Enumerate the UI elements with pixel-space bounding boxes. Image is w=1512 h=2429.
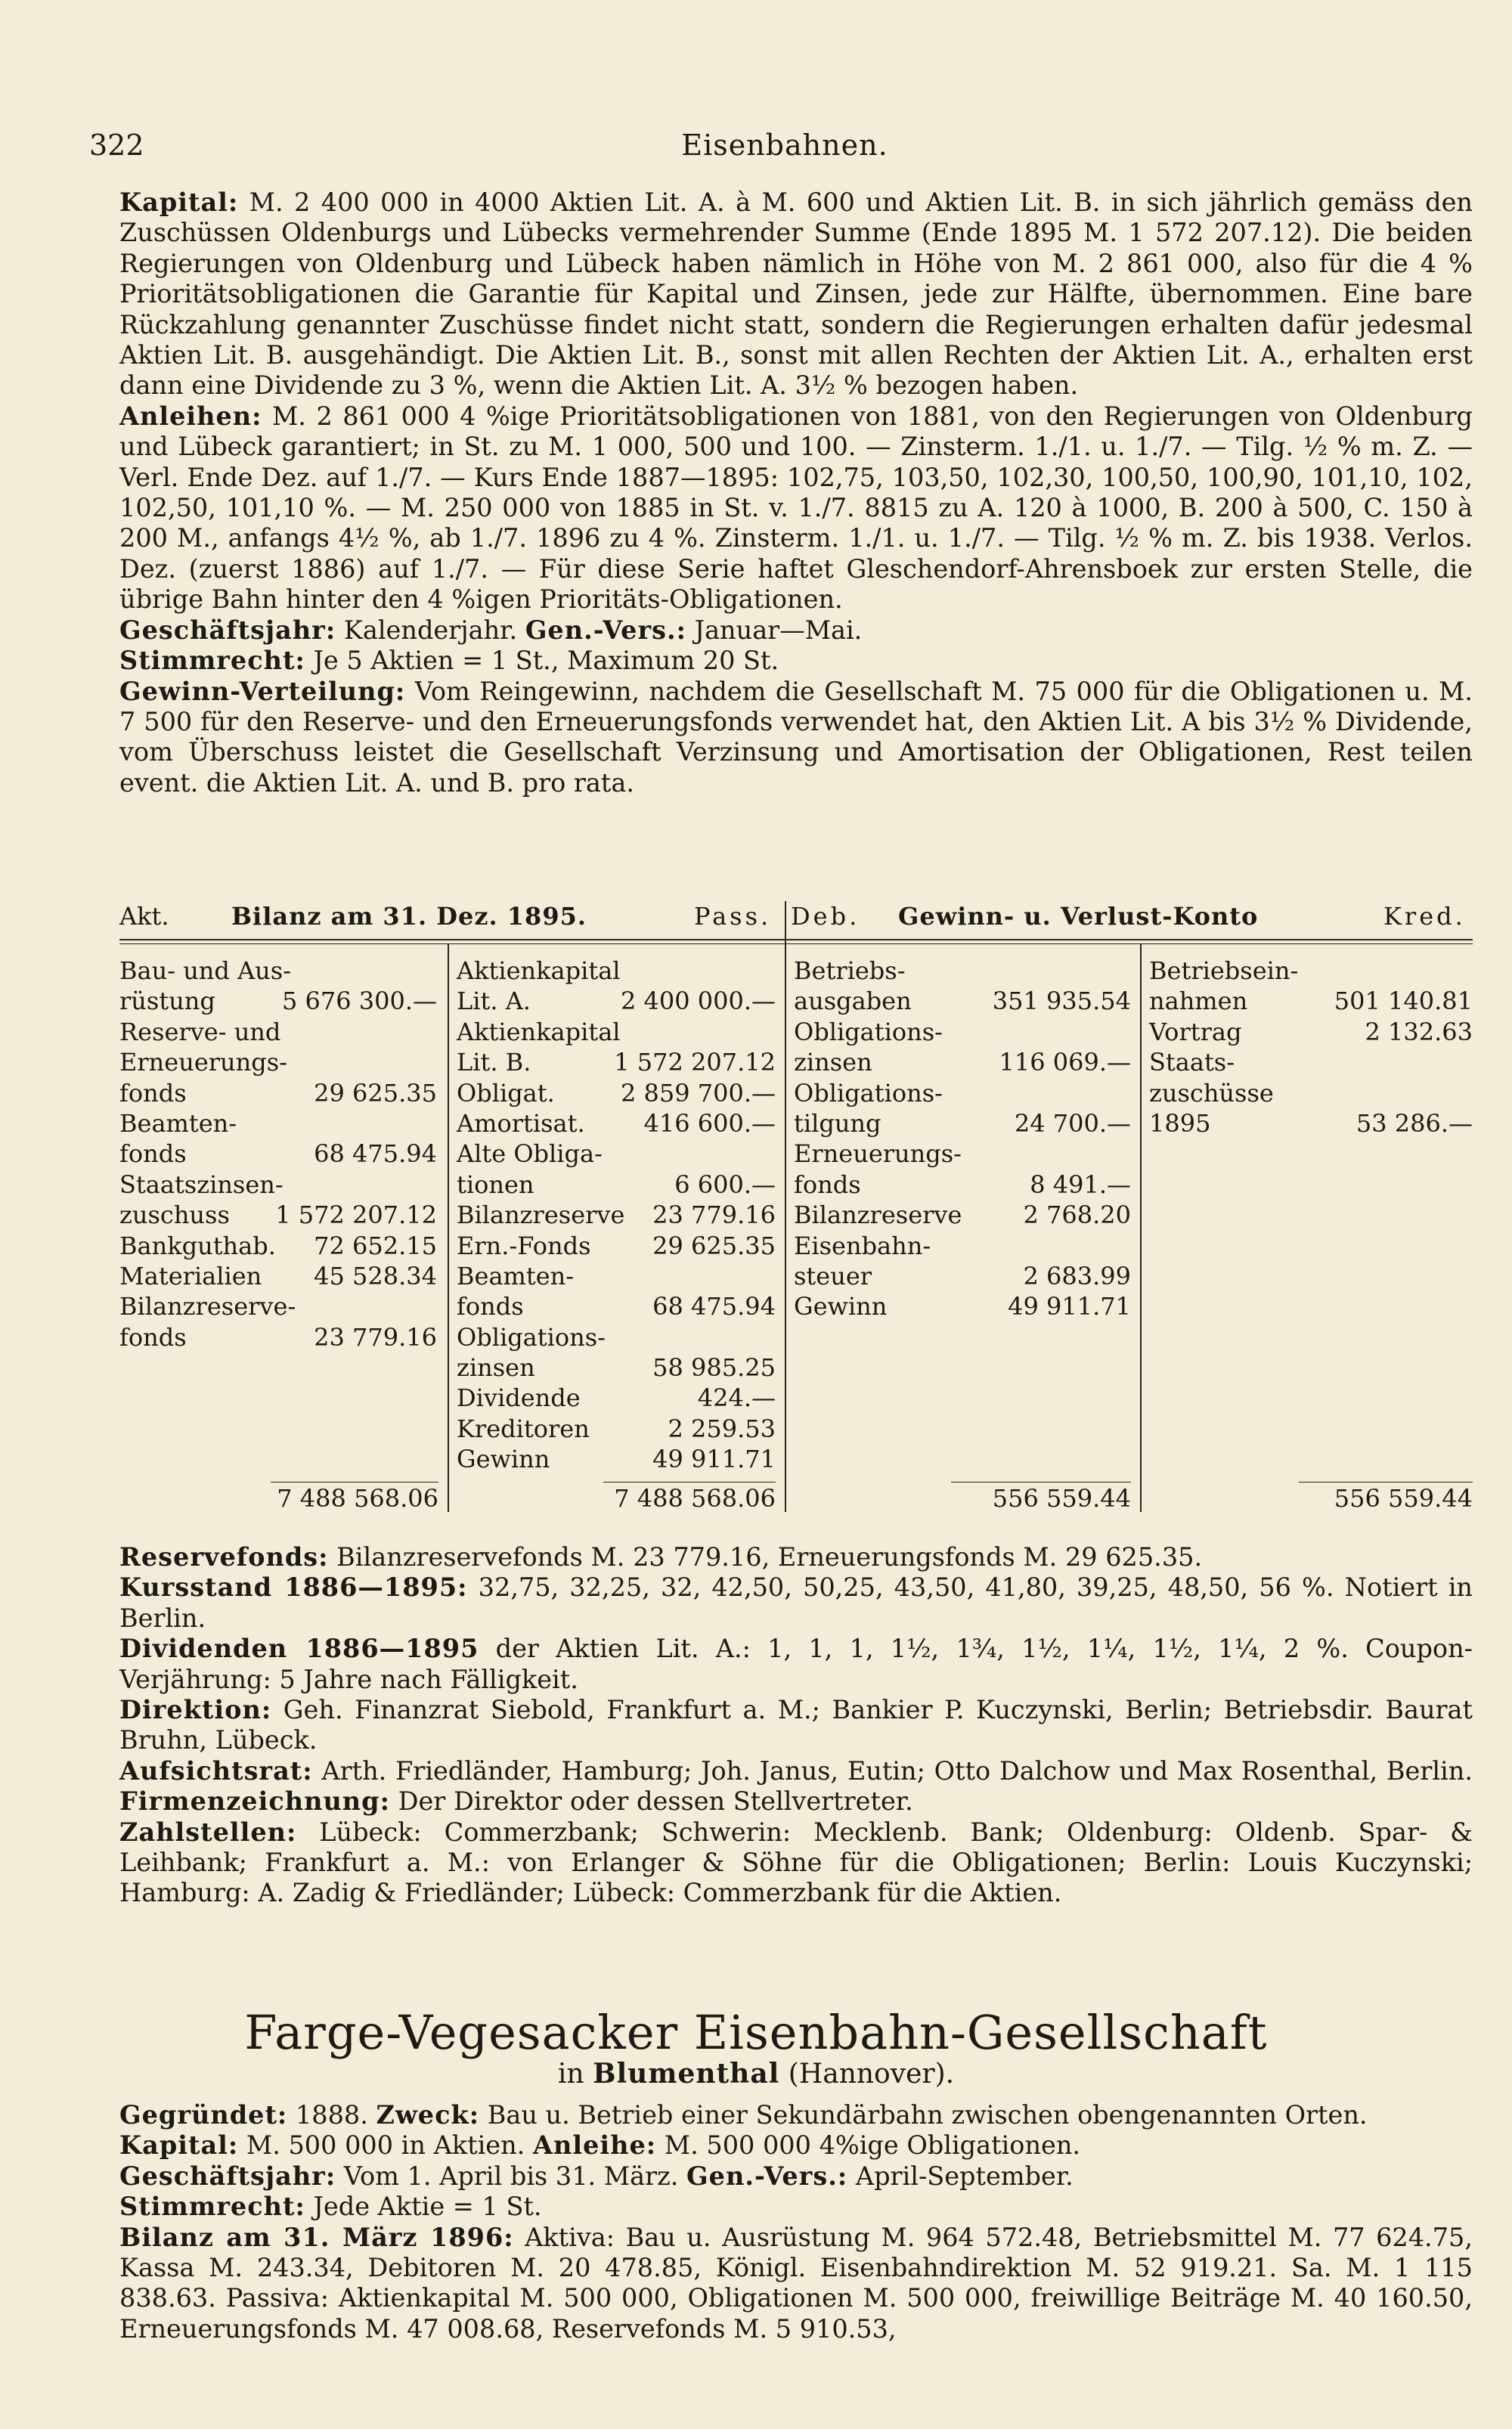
balance-item-label: Vortrag [1149, 1017, 1242, 1046]
balance-item-value: 68 475.94 [314, 1139, 437, 1169]
balance-item-label: Gewinn [457, 1445, 550, 1474]
balance-item-label: Bau- und Aus- [119, 956, 292, 985]
balance-row [457, 1231, 776, 1261]
kapital-paragraph: Kapital: M. 2 400 000 in 4000 Aktien Lit. A. à M. 600 und Aktien Lit. B. in sich jährlich gemäss den Zuschüssen Oldenburgs und Lübecks vermehrender Summe (Ende 1895 M. 1 572 207.12). Die beiden Regierungen von Oldenburg und Lübeck haben nämlich in Höhe von M. 2 861 000, also für die 4 % Prioritätsobligationen die Garantie für Kapital und Zinsen, jede zur Hälfte, übernommen. Eine bare Rückzahlung genannter Zuschüsse findet nicht statt, sondern die Regierungen erhalten dafür jedesmal Aktien Lit. B. ausgehändigt. Die Aktien Lit. B., sonst mit allen Rechten der Aktien Lit. A., erhalten erst dann eine Dividende zu 3 %, wenn die Aktien Lit. A. 3½ % bezogen haben. [119, 187, 1473, 401]
balance-item-value: 116 069.— [999, 1048, 1131, 1077]
balance-row [457, 1414, 776, 1444]
text-block-1 [119, 187, 1473, 798]
deb-label: Deb. [791, 902, 860, 931]
balance-item-label: Betriebs- [794, 956, 906, 985]
direktion-paragraph: Direktion: Geh. Finanzrat Siebold, Frankfurt a. M.; Bankier P. Kuczynski, Berlin; Betriebsdir. Baurat Bruhn, Lübeck. [119, 1695, 1473, 1755]
balance-row [119, 1231, 437, 1261]
balance-item-value: 501 140.81 [1334, 987, 1473, 1016]
stimmrecht2-paragraph: Stimmrecht: Jede Aktie = 1 St. [119, 2192, 542, 2222]
balance-item-value: 5 676 300.— [281, 987, 437, 1016]
balance-row [457, 1170, 776, 1200]
balance-row [794, 1078, 1131, 1108]
balance-row [457, 1200, 776, 1230]
balance-row [794, 1047, 1131, 1077]
balance-item-value: 1 572 207.12 [275, 1201, 437, 1230]
balance-item-label: fonds [794, 1170, 861, 1199]
balance-item-label: Erneuerungs- [119, 1048, 287, 1077]
kursstand-paragraph: Kursstand 1886—1895: 32,75, 32,25, 32, 42,50, 50,25, 43,50, 41,80, 39,25, 48,50, 56 %. Notiert in Berlin. [119, 1572, 1473, 1633]
balance-item-label: Eisenbahn- [794, 1231, 931, 1260]
balance-title: Bilanz am 31. Dez. 1895. [231, 902, 587, 931]
gv-title: Gewinn- u. Verlust-Konto [898, 902, 1259, 931]
balance-item-label: steuer [794, 1261, 872, 1290]
balance-item-label: Aktienkapital [457, 1017, 621, 1046]
balance-item-value: 2 768.20 [1023, 1201, 1131, 1230]
balance-row [457, 1261, 776, 1291]
balance-row [1149, 1047, 1473, 1077]
balance-row [457, 1139, 776, 1169]
balance-item-value: 2 683.99 [1023, 1261, 1131, 1290]
balance-item-label: Materialien [119, 1261, 262, 1290]
balance-item-label: Dividende [457, 1383, 581, 1413]
balance-item-value: 416 600.— [643, 1108, 776, 1138]
running-title: Eisenbahnen. [681, 129, 888, 162]
balance-item-label: Bilanzreserve- [119, 1292, 296, 1321]
gegruendet-paragraph: Gegründet: 1888. Zweck: Bau u. Betrieb einer Sekundärbahn zwischen obengenannten Orten. [119, 2100, 1368, 2130]
kred-label: Kred. [1383, 902, 1466, 931]
balance-item-value: 351 935.54 [992, 987, 1131, 1016]
balance-item-label: tilgung [794, 1108, 881, 1138]
balance-item-label: ausgaben [794, 987, 912, 1016]
balance-row [1149, 1078, 1473, 1108]
balance-item-value: 2 132.63 [1365, 1017, 1473, 1046]
balance-item-label: Reserve- und [119, 1017, 281, 1046]
balance-row [457, 1383, 776, 1413]
balance-item-value: 49 911.71 [1008, 1292, 1131, 1321]
balance-row [1149, 1017, 1473, 1047]
balance-item-value: 45 528.34 [314, 1261, 437, 1290]
total-aktiva: 7 488 568.06 [277, 1484, 438, 1513]
balance-item-value: 29 625.35 [652, 1231, 776, 1260]
reservefonds-paragraph: Reservefonds: Bilanzreservefonds M. 23 779.16, Erneuerungsfonds M. 29 625.35. [119, 1542, 1203, 1572]
balance-row [794, 956, 1131, 986]
table-rule-top-2 [119, 943, 1473, 944]
total-passiva: 7 488 568.06 [614, 1484, 776, 1513]
balance-table [119, 901, 1473, 1536]
balance-item-label: Alte Obliga- [457, 1139, 603, 1169]
balance-item-label: Aktienkapital [457, 956, 621, 985]
balance-row [457, 1444, 776, 1474]
balance-row [794, 1170, 1131, 1200]
balance-row [119, 1170, 437, 1200]
balance-item-label: Erneuerungs- [794, 1139, 962, 1169]
balance-item-label: Ern.-Fonds [457, 1231, 591, 1260]
balance-row [119, 1322, 437, 1352]
kapital2-paragraph: Kapital: M. 500 000 in Aktien. Anleihe: M. 500 000 4%ige Obligationen. [119, 2130, 1081, 2161]
balance-row [457, 956, 776, 986]
balance-row [119, 1261, 437, 1291]
company-title: Farge-Vegesacker Eisenbahn-Gesellschaft [244, 2005, 1268, 2060]
col-divider-1 [448, 943, 449, 1512]
balance-row [1149, 1108, 1473, 1139]
balance-item-label: Bilanzreserve [457, 1201, 625, 1230]
aktiva-column [119, 956, 437, 1352]
balance-item-value: 23 779.16 [652, 1201, 776, 1230]
balance-item-label: Obligations- [457, 1322, 606, 1352]
company-subtitle: in Blumenthal (Hannover). [557, 2058, 955, 2090]
balance-row [119, 1139, 437, 1169]
balance-item-label: Obligations- [794, 1078, 943, 1108]
col-divider-3 [1140, 943, 1142, 1512]
balance-row [794, 1291, 1131, 1321]
balance-item-value: 2 400 000.— [620, 987, 776, 1016]
balance-item-label: rüstung [119, 987, 215, 1016]
balance-item-label: Betriebsein- [1149, 956, 1299, 985]
balance-item-value: 29 625.35 [314, 1078, 437, 1108]
total-kredit: 556 559.44 [1334, 1484, 1473, 1513]
anleihen-paragraph: Anleihen: M. 2 861 000 4 %ige Prioritätsobligationen von 1881, von den Regierungen von Oldenburg und Lübeck garantiert; in St. zu M. 1 000, 500 und 100. — Zinsterm. 1./1. u. 1./7. — Tilg. ½ % m. Z. — Verl. Ende Dez. auf 1./7. — Kurs Ende 1887—1895: 102,75, 103,50, 102,30, 100,50, 100,90, 101,10, 102, 102,50, 101,10 %. — M. 250 000 von 1885 in St. v. 1./7. 8815 zu A. 120 à 1000, B. 200 à 500, C. 150 à 200 M., anfangs 4½ %, ab 1./7. 1896 zu 4 %. Zinsterm. 1./1. u. 1./7. — Tilg. ½ % m. Z. bis 1938. Verlos. Dez. (zuerst 1886) auf 1./7. — Für diese Serie haftet Gleschendorf-Ahrensboek zur ersten Stelle, die übrige Bahn hinter den 4 %igen Prioritäts-Obligationen. [119, 401, 1473, 615]
balance-item-value: 72 652.15 [314, 1231, 437, 1260]
balance-item-value: 68 475.94 [652, 1292, 776, 1321]
balance-row [794, 1261, 1131, 1291]
balance-item-value: 2 859 700.— [620, 1078, 776, 1108]
geschaeftsjahr-paragraph: Geschäftsjahr: Kalenderjahr. Gen.-Vers.: Januar—Mai. [119, 615, 863, 645]
balance-item-value: 24 700.— [1014, 1108, 1131, 1138]
balance-item-label: fonds [119, 1139, 187, 1169]
pass-label: Pass. [694, 902, 772, 931]
akt-label: Akt. [119, 902, 169, 931]
stimmrecht-paragraph: Stimmrecht: Je 5 Aktien = 1 St., Maximum 20 St. [119, 646, 779, 676]
balance-item-label: fonds [119, 1078, 187, 1108]
balance-item-label: zinsen [457, 1353, 535, 1383]
balance-row [457, 1047, 776, 1077]
zahlstellen-paragraph: Zahlstellen: Lübeck: Commerzbank; Schwerin: Mecklenb. Bank; Oldenburg: Oldenb. Spar- & Leihbank; Frankfurt a. M.: von Erlanger & Söhne für die Obligationen; Berlin: Louis Kuczynski; Hamburg: A. Zadig & Friedländer; Lübeck: Commerzbank für die Aktien. [119, 1817, 1473, 1908]
balance-row [119, 1078, 437, 1108]
balance-item-label: Beamten- [457, 1261, 575, 1290]
text-block-3 [119, 2100, 1473, 2344]
balance-row [457, 1322, 776, 1352]
dividenden-paragraph: Dividenden 1886—1895 der Aktien Lit. A.: 1, 1, 1, 1½, 1¾, 1½, 1¼, 1½, 1¼, 2 %. Coupon-Verjährung: 5 Jahre nach Fälligkeit. [119, 1634, 1473, 1694]
balance-row [119, 956, 437, 986]
page-number: 322 [89, 129, 144, 162]
balance-item-label: Lit. B. [457, 1048, 531, 1077]
balance-row [457, 1108, 776, 1139]
balance-item-label: Obligat. [457, 1078, 555, 1108]
balance-row [119, 1108, 437, 1139]
passiva-column [457, 956, 776, 1475]
balance-item-label: zuschuss [119, 1201, 230, 1230]
balance-item-label: Staatszinsen- [119, 1170, 284, 1199]
balance-row [457, 1291, 776, 1321]
balance-row [794, 1231, 1131, 1261]
balance-item-value: 49 911.71 [652, 1445, 776, 1474]
balance-row [457, 1352, 776, 1383]
balance-row [794, 986, 1131, 1016]
balance-item-label: Lit. A. [457, 987, 531, 1016]
text-block-2 [119, 1542, 1473, 1909]
balance-item-value: 58 985.25 [652, 1353, 776, 1383]
balance-row [457, 986, 776, 1016]
balance-item-label: Obligations- [794, 1017, 943, 1046]
balance-item-label: Bankguthab. [119, 1231, 276, 1260]
balance-row [1149, 986, 1473, 1016]
table-rule-top [119, 939, 1473, 940]
balance-item-value: 6 600.— [674, 1170, 776, 1199]
balance-item-label: fonds [457, 1292, 524, 1321]
balance-row [1149, 956, 1473, 986]
kredit-column [1149, 956, 1473, 1139]
balance-row [119, 1291, 437, 1321]
balance-item-label: Bilanzreserve [794, 1201, 962, 1230]
balance-item-value: 53 286.— [1356, 1108, 1473, 1138]
balance-item-label: Kreditoren [457, 1414, 590, 1443]
debet-column [794, 956, 1131, 1322]
aufsichtsrat-paragraph: Aufsichtsrat: Arth. Friedländer, Hamburg; Joh. Janus, Eutin; Otto Dalchow und Max Rosenthal, Berlin. Firmenzeichnung: Der Direktor oder dessen Stellvertreter. [119, 1755, 1473, 1817]
balance-item-label: Amortisat. [457, 1108, 585, 1138]
balance-item-label: Staats- [1149, 1048, 1235, 1077]
balance-item-value: 2 259.53 [668, 1414, 776, 1443]
balance-item-label: 1895 [1149, 1108, 1211, 1138]
balance-row [794, 1108, 1131, 1139]
balance-row [119, 1017, 437, 1047]
balance-row [119, 986, 437, 1016]
balance-row [457, 1017, 776, 1047]
balance-item-label: Beamten- [119, 1108, 237, 1138]
balance-row [457, 1078, 776, 1108]
balance-row [119, 1200, 437, 1230]
balance-item-label: Gewinn [794, 1292, 888, 1321]
balance-item-label: fonds [119, 1322, 187, 1352]
balance-item-value: 23 779.16 [314, 1322, 437, 1352]
balance-item-value: 8 491.— [1030, 1170, 1131, 1199]
balance-row [794, 1139, 1131, 1169]
balance-item-label: zuschüsse [1149, 1078, 1274, 1108]
balance-row [119, 1047, 437, 1077]
balance-item-label: nahmen [1149, 987, 1248, 1016]
geschaeftsjahr2-paragraph: Geschäftsjahr: Vom 1. April bis 31. März. Gen.-Vers.: April-September. [119, 2161, 1074, 2191]
balance-item-value: 424.— [697, 1383, 776, 1413]
page-header [89, 129, 1480, 174]
total-debet: 556 559.44 [992, 1484, 1131, 1513]
balance-item-label: zinsen [794, 1048, 872, 1077]
gewinn-verteilung-paragraph: Gewinn-Verteilung: Vom Reingewinn, nachdem die Gesellschaft M. 75 000 für die Obligationen u. M. 7 500 für den Reserve- und den Erneuerungsfonds verwendet hat, den Aktien Lit. A bis 3½ % Dividende, vom Überschuss leistet die Gesellschaft Verzinsung und Amortisation der Obligationen, Rest teilen event. die Aktien Lit. A. und B. pro rata. [119, 676, 1473, 798]
balance-row [794, 1200, 1131, 1230]
bilanz1896-paragraph: Bilanz am 31. März 1896: Aktiva: Bau u. Ausrüstung M. 964 572.48, Betriebsmittel M. 77 624.75, Kassa M. 243.34, Debitoren M. 20 478.85, Königl. Eisenbahndirektion M. 52 919.21. Sa. M. 1 115 838.63. Passiva: Aktienkapital M. 500 000, Obligationen M. 500 000, freiwillige Beiträge M. 40 160.50, Erneuerungsfonds M. 47 008.68, Reservefonds M. 5 910.53, [119, 2222, 1473, 2344]
balance-item-value: 1 572 207.12 [614, 1048, 776, 1077]
col-divider-2 [785, 901, 786, 1512]
balance-row [794, 1017, 1131, 1047]
balance-item-label: tionen [457, 1170, 534, 1199]
